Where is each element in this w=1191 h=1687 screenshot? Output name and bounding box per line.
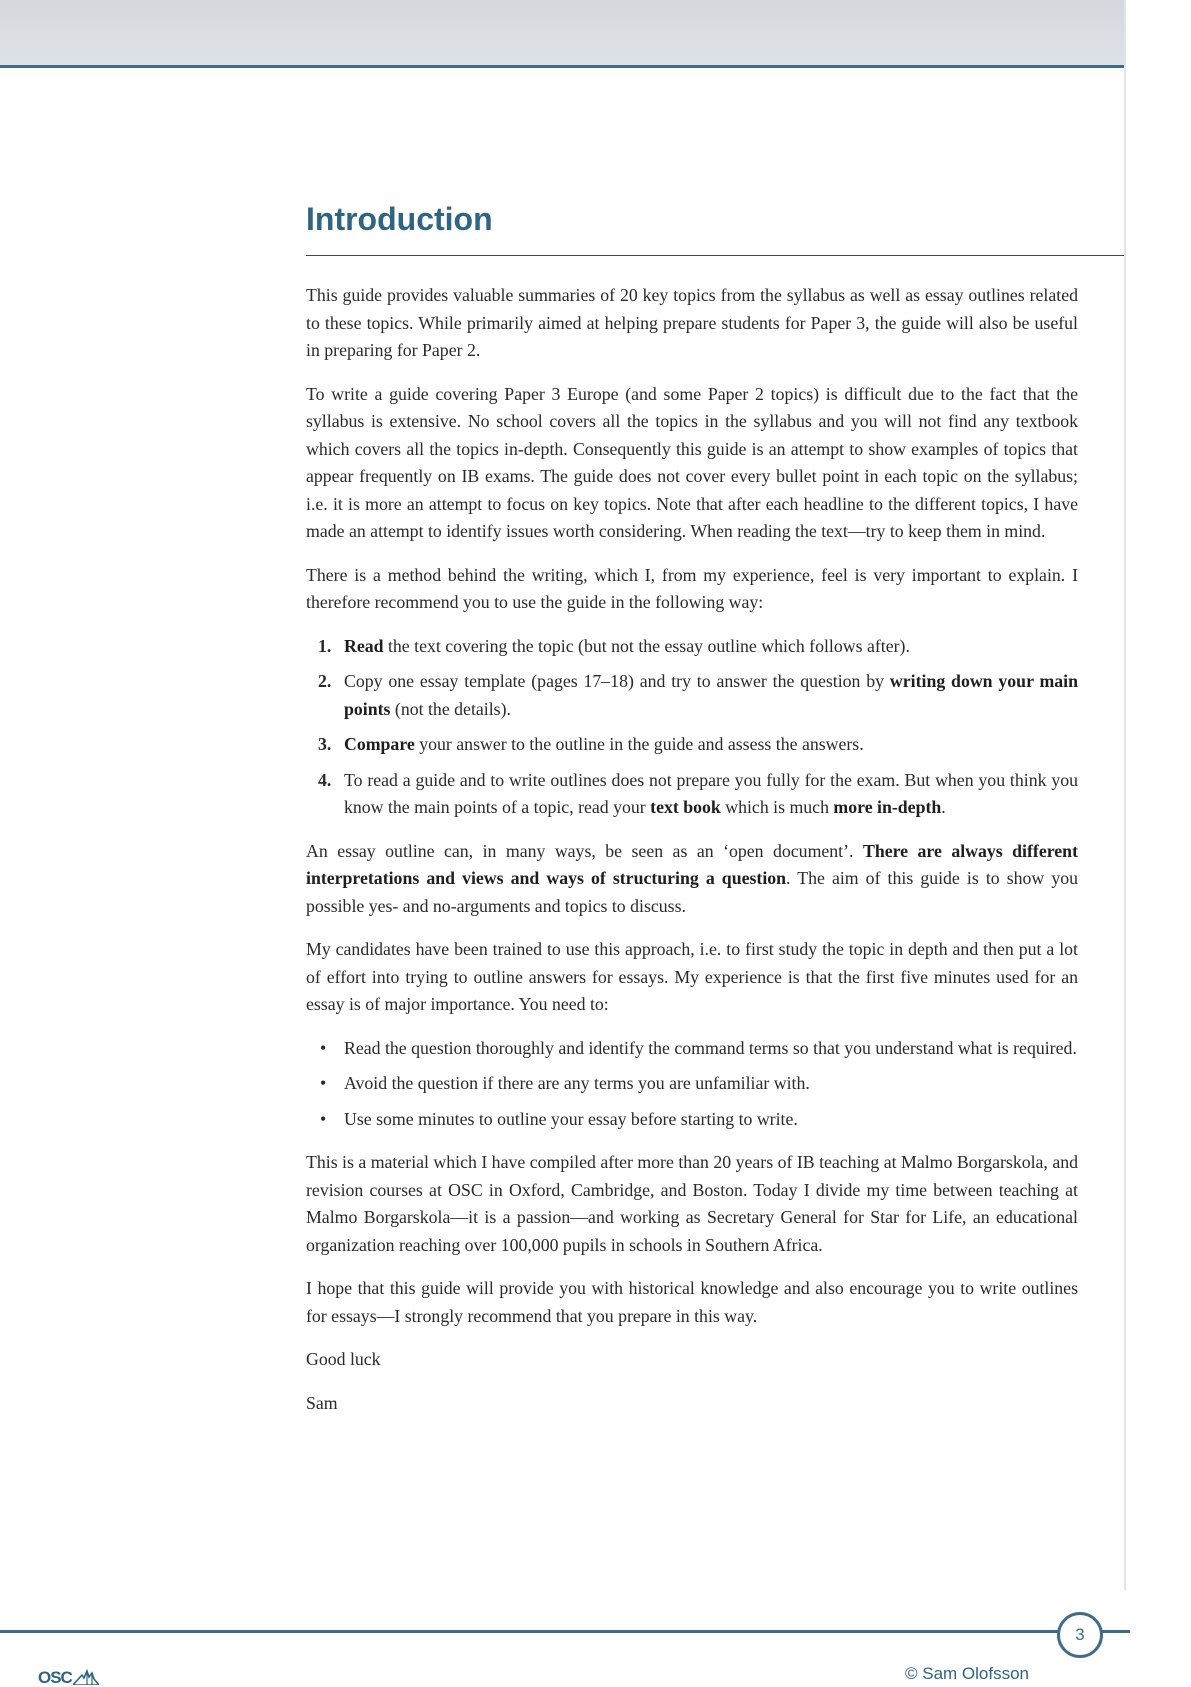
step-bold: Read (344, 635, 384, 656)
sign-off: Good luck (306, 1349, 381, 1369)
footer-rule (0, 1630, 1060, 1633)
bullet-text: Avoid the question if there are any terms you are unfamiliar with. (344, 1073, 810, 1093)
list-item (306, 1106, 1078, 1134)
list-item (306, 1035, 1078, 1063)
paragraph: My candidates have been trained to use this approach, i.e. to first study the topic in depth and then put a lot of effort into trying to outline answers for essays. My experience is that the first five minutes used for an essay is of major importance. You need to: (306, 939, 1078, 1014)
step-number: 1. (318, 635, 332, 656)
page-title: Introduction (306, 201, 493, 237)
paragraph: This guide provides valuable summaries of 20 key topics from the syllabus as well as essay outlines related to these topics. While primarily aimed at helping prepare students for Paper 3, the guide will also be useful in preparing for Paper 2. (306, 285, 1078, 360)
paragraph: To write a guide covering Paper 3 Europe (and some Paper 2 topics) is difficult due to the fact that the syllabus is extensive. No school covers all the topics in the syllabus and you will not find any textbook which covers all the topics in-depth. Consequently this guide is an attempt to show examples of topics that appear frequently on IB exams. The guide does not cover every bullet point in each topic on the syllabus; i.e. it is more an attempt to focus on key topics. Note that after each headline to the different topics, I have made an attempt to identify issues worth considering. When reading the text—try to keep them in mind. (306, 383, 1078, 541)
step-text: (not the details). (390, 698, 511, 719)
logo-text: OSC (38, 1668, 72, 1687)
step-number: 3. (318, 734, 332, 754)
step-text: your answer to the outline in the guide and assess the answers. (414, 734, 864, 754)
step-bold: text book (650, 797, 721, 817)
title-block (306, 200, 1078, 238)
spires-icon (73, 1669, 99, 1685)
steps-list (306, 633, 1078, 822)
bullet-text: Use some minutes to outline your essay before starting to write. (344, 1108, 798, 1129)
header-rule (0, 65, 1124, 68)
step-text: which is much (720, 797, 834, 817)
paragraph (306, 838, 1078, 921)
bullet-icon: • (320, 1037, 327, 1058)
bullet-list (306, 1035, 1078, 1134)
list-item (306, 1070, 1078, 1098)
step-number: 2. (318, 671, 332, 691)
osc-logo (38, 1670, 99, 1685)
list-item (306, 767, 1078, 822)
title-rule (306, 255, 1124, 256)
header-band (0, 0, 1124, 66)
body-text (306, 282, 1078, 1433)
step-text: . (941, 797, 946, 817)
step-text: Copy one essay template (pages 17–18) and try to answer the question by (344, 671, 890, 691)
step-text: To read a guide and to write outlines does not prepare you fully for the exam. But when you think you know the main points of a topic, read your (344, 769, 1078, 817)
list-item (306, 633, 1078, 661)
step-bold: writing down your main points (344, 671, 1078, 719)
paragraph-text: . The aim of this guide is to show you possible yes- and no-arguments and topics to discuss. (306, 868, 1078, 916)
step-bold: more in-depth (833, 797, 942, 817)
bullet-icon: • (320, 1108, 327, 1129)
paragraph-text: An essay outline can, in many ways, be seen as an ‘open document’. (306, 840, 863, 861)
paragraph: There is a method behind the writing, which I, from my experience, feel is very important to explain. I therefore recommend you to use the guide in the following way: (306, 564, 1078, 612)
step-text: the text covering the topic (but not the essay outline which follows after). (383, 635, 910, 656)
list-item (306, 731, 1078, 759)
bullet-icon: • (320, 1073, 327, 1093)
step-bold: Compare (344, 734, 415, 754)
step-number: 4. (318, 769, 332, 790)
bullet-text: Read the question thoroughly and identify the command terms so that you understand what is required. (344, 1037, 1077, 1058)
list-item (306, 668, 1078, 723)
footer-rule-end (1100, 1630, 1130, 1633)
paragraph: I hope that this guide will provide you with historical knowledge and also encourage you to write outlines for essays—I strongly recommend that you prepare in this way. (306, 1278, 1078, 1326)
copyright: © Sam Olofsson (905, 1664, 1030, 1683)
paragraph-bold: There are always different interpretations and views and ways of structuring a question (306, 840, 1078, 888)
page-number: 3 (1057, 1612, 1103, 1658)
page-edge (1124, 0, 1126, 1590)
paragraph: This is a material which I have compiled after more than 20 years of IB teaching at Malmo Borgarskola, and revision courses at OSC in Oxford, Cambridge, and Boston. Today I divide my time between teaching at Malmo Borgarskola—it is a passion—and working as Secretary General for Star for Life, an educational organization reaching over 100,000 pupils in schools in Southern Africa. (306, 1152, 1078, 1255)
signature: Sam (306, 1392, 338, 1413)
